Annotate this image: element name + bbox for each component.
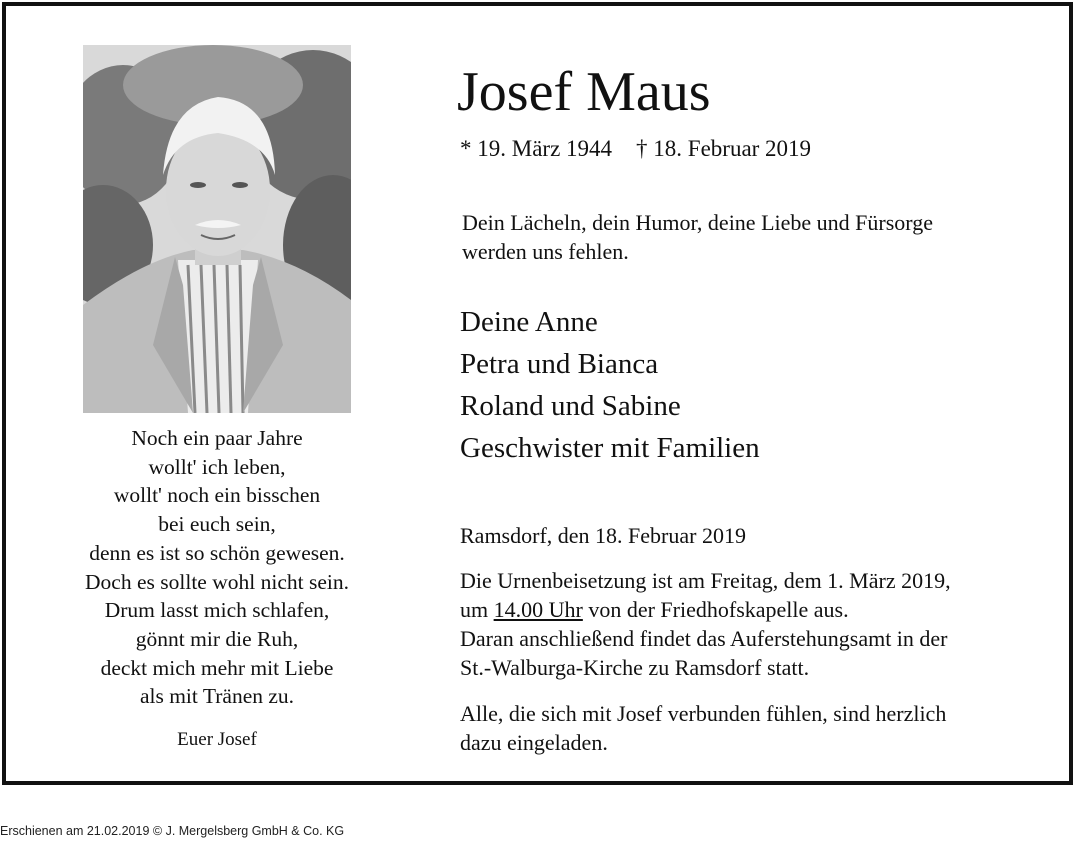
service-line: Daran anschließend findet das Auferstehungsamt in der [460, 626, 948, 651]
poem-line: Noch ein paar Jahre [131, 426, 303, 450]
family-member: Petra und Bianca [460, 348, 659, 380]
service-line [460, 595, 951, 624]
service-line: Die Urnenbeisetzung ist am Freitag, dem 1. März 2019, [460, 568, 951, 593]
portrait-image [83, 45, 351, 413]
poem-signature: Euer Josef [177, 729, 257, 750]
poem-line: als mit Tränen zu. [139, 684, 295, 709]
poem-line: gönnt mir die Ruh, [135, 626, 299, 651]
poem-line: denn es ist so schön gewesen. [89, 540, 345, 565]
invite-line: dazu eingeladen. [460, 730, 608, 755]
portrait-photo [83, 45, 351, 413]
service-info [460, 566, 951, 682]
quote-line: Dein Lächeln, dein Humor, deine Liebe und Fürsorge [462, 210, 933, 235]
poem-line: deckt mich mehr mit Liebe [100, 655, 334, 680]
invitation [460, 699, 946, 757]
birth-date: * 19. März 1944 [460, 136, 613, 161]
service-line: St.-Walburga-Kirche zu Ramsdorf statt. [460, 655, 810, 680]
death-date: † 18. Februar 2019 [636, 136, 812, 161]
family-member: Geschwister mit Familien [460, 432, 760, 464]
deceased-name: Josef Maus [457, 61, 711, 123]
service-time: 14.00 Uhr [493, 597, 583, 622]
life-dates [460, 136, 811, 162]
family-member: Deine Anne [460, 306, 598, 338]
publication-footer: Erschienen am 21.02.2019 © J. Mergelsberg GmbH & Co. KG [0, 824, 345, 838]
place-date: Ramsdorf, den 18. Februar 2019 [460, 523, 746, 548]
quote-line: werden uns fehlen. [462, 239, 629, 264]
family-list [460, 301, 760, 469]
poem-line: Drum lasst mich schlafen, [104, 598, 330, 623]
poem-line: wollt' ich leben, [148, 454, 286, 479]
service-prefix: um [460, 597, 494, 622]
service-suffix: von der Friedhofskapelle aus. [582, 597, 849, 622]
poem [40, 424, 394, 711]
poem-line: bei euch sein, [158, 512, 276, 537]
memorial-quote [462, 208, 1042, 266]
invite-line: Alle, die sich mit Josef verbunden fühlen, sind herzlich [460, 701, 947, 726]
family-member: Roland und Sabine [460, 390, 681, 422]
poem-line: Doch es sollte wohl nicht sein. [85, 569, 349, 594]
poem-line: wollt' noch ein bisschen [113, 483, 321, 508]
